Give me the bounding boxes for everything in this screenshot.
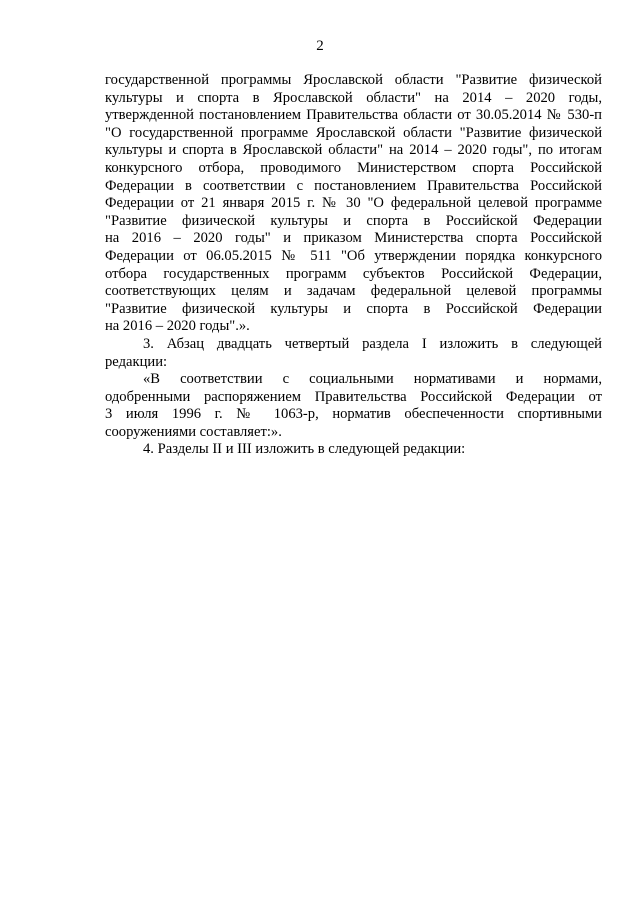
text-line: Федерации от 06.05.2015 № 511 "Об утверждении порядка конкурсного <box>105 247 602 264</box>
text-line: конкурсного отбора, проводимого Министерством спорта Российской <box>105 159 602 176</box>
text-line: "Развитие физической культуры и спорта в Российской Федерации <box>105 212 602 229</box>
text-line: Федерации в соответствии с постановлением Правительства Российской <box>105 177 602 194</box>
paragraph-quote <box>105 371 602 441</box>
text-line: сооружениями составляет:». <box>105 423 282 440</box>
text-line: культуры и спорта в Ярославской области" на 2014 – 2020 годы", по итогам <box>105 142 602 159</box>
paragraph-item-3 <box>105 336 602 371</box>
page-number: 2 <box>316 38 324 54</box>
text-line: на 2016 – 2020 годы" и приказом Министерства спорта Российской <box>105 230 602 247</box>
paragraph-item-4 <box>105 441 602 459</box>
text-line: утвержденной постановлением Правительства области от 30.05.2014 № 530-п <box>105 107 602 124</box>
text-line: одобренными распоряжением Правительства Российской Федерации от <box>105 388 602 405</box>
text-line: 3. Абзац двадцать четвертый раздела I изложить в следующей <box>143 335 602 352</box>
text-line: "Развитие физической культуры и спорта в Российской Федерации <box>105 300 602 317</box>
text-line: «В соответствии с социальными нормативами и нормами, <box>143 371 602 388</box>
text-line: соответствующих целям и задачам федеральной целевой программы <box>105 283 602 300</box>
text-line: редакции: <box>105 353 168 370</box>
text-line: государственной программы Ярославской области "Развитие физической <box>105 72 602 88</box>
text-line: культуры и спорта в Ярославской области" на 2014 – 2020 годы, <box>105 89 602 106</box>
paragraph-continuation <box>105 72 602 336</box>
document-body <box>105 72 602 459</box>
text-line: на 2016 – 2020 годы".». <box>105 318 250 335</box>
text-line: "О государственной программе Ярославской области "Развитие физической <box>105 124 602 141</box>
text-line: Федерации от 21 января 2015 г. № 30 "О федеральной целевой программе <box>105 195 602 212</box>
text-line: 3 июля 1996 г. № 1063-р, норматив обеспеченности спортивными <box>105 406 602 423</box>
text-line: 4. Разделы II и III изложить в следующей редакции: <box>143 441 466 458</box>
text-line: отбора государственных программ субъектов Российской Федерации, <box>105 265 602 282</box>
